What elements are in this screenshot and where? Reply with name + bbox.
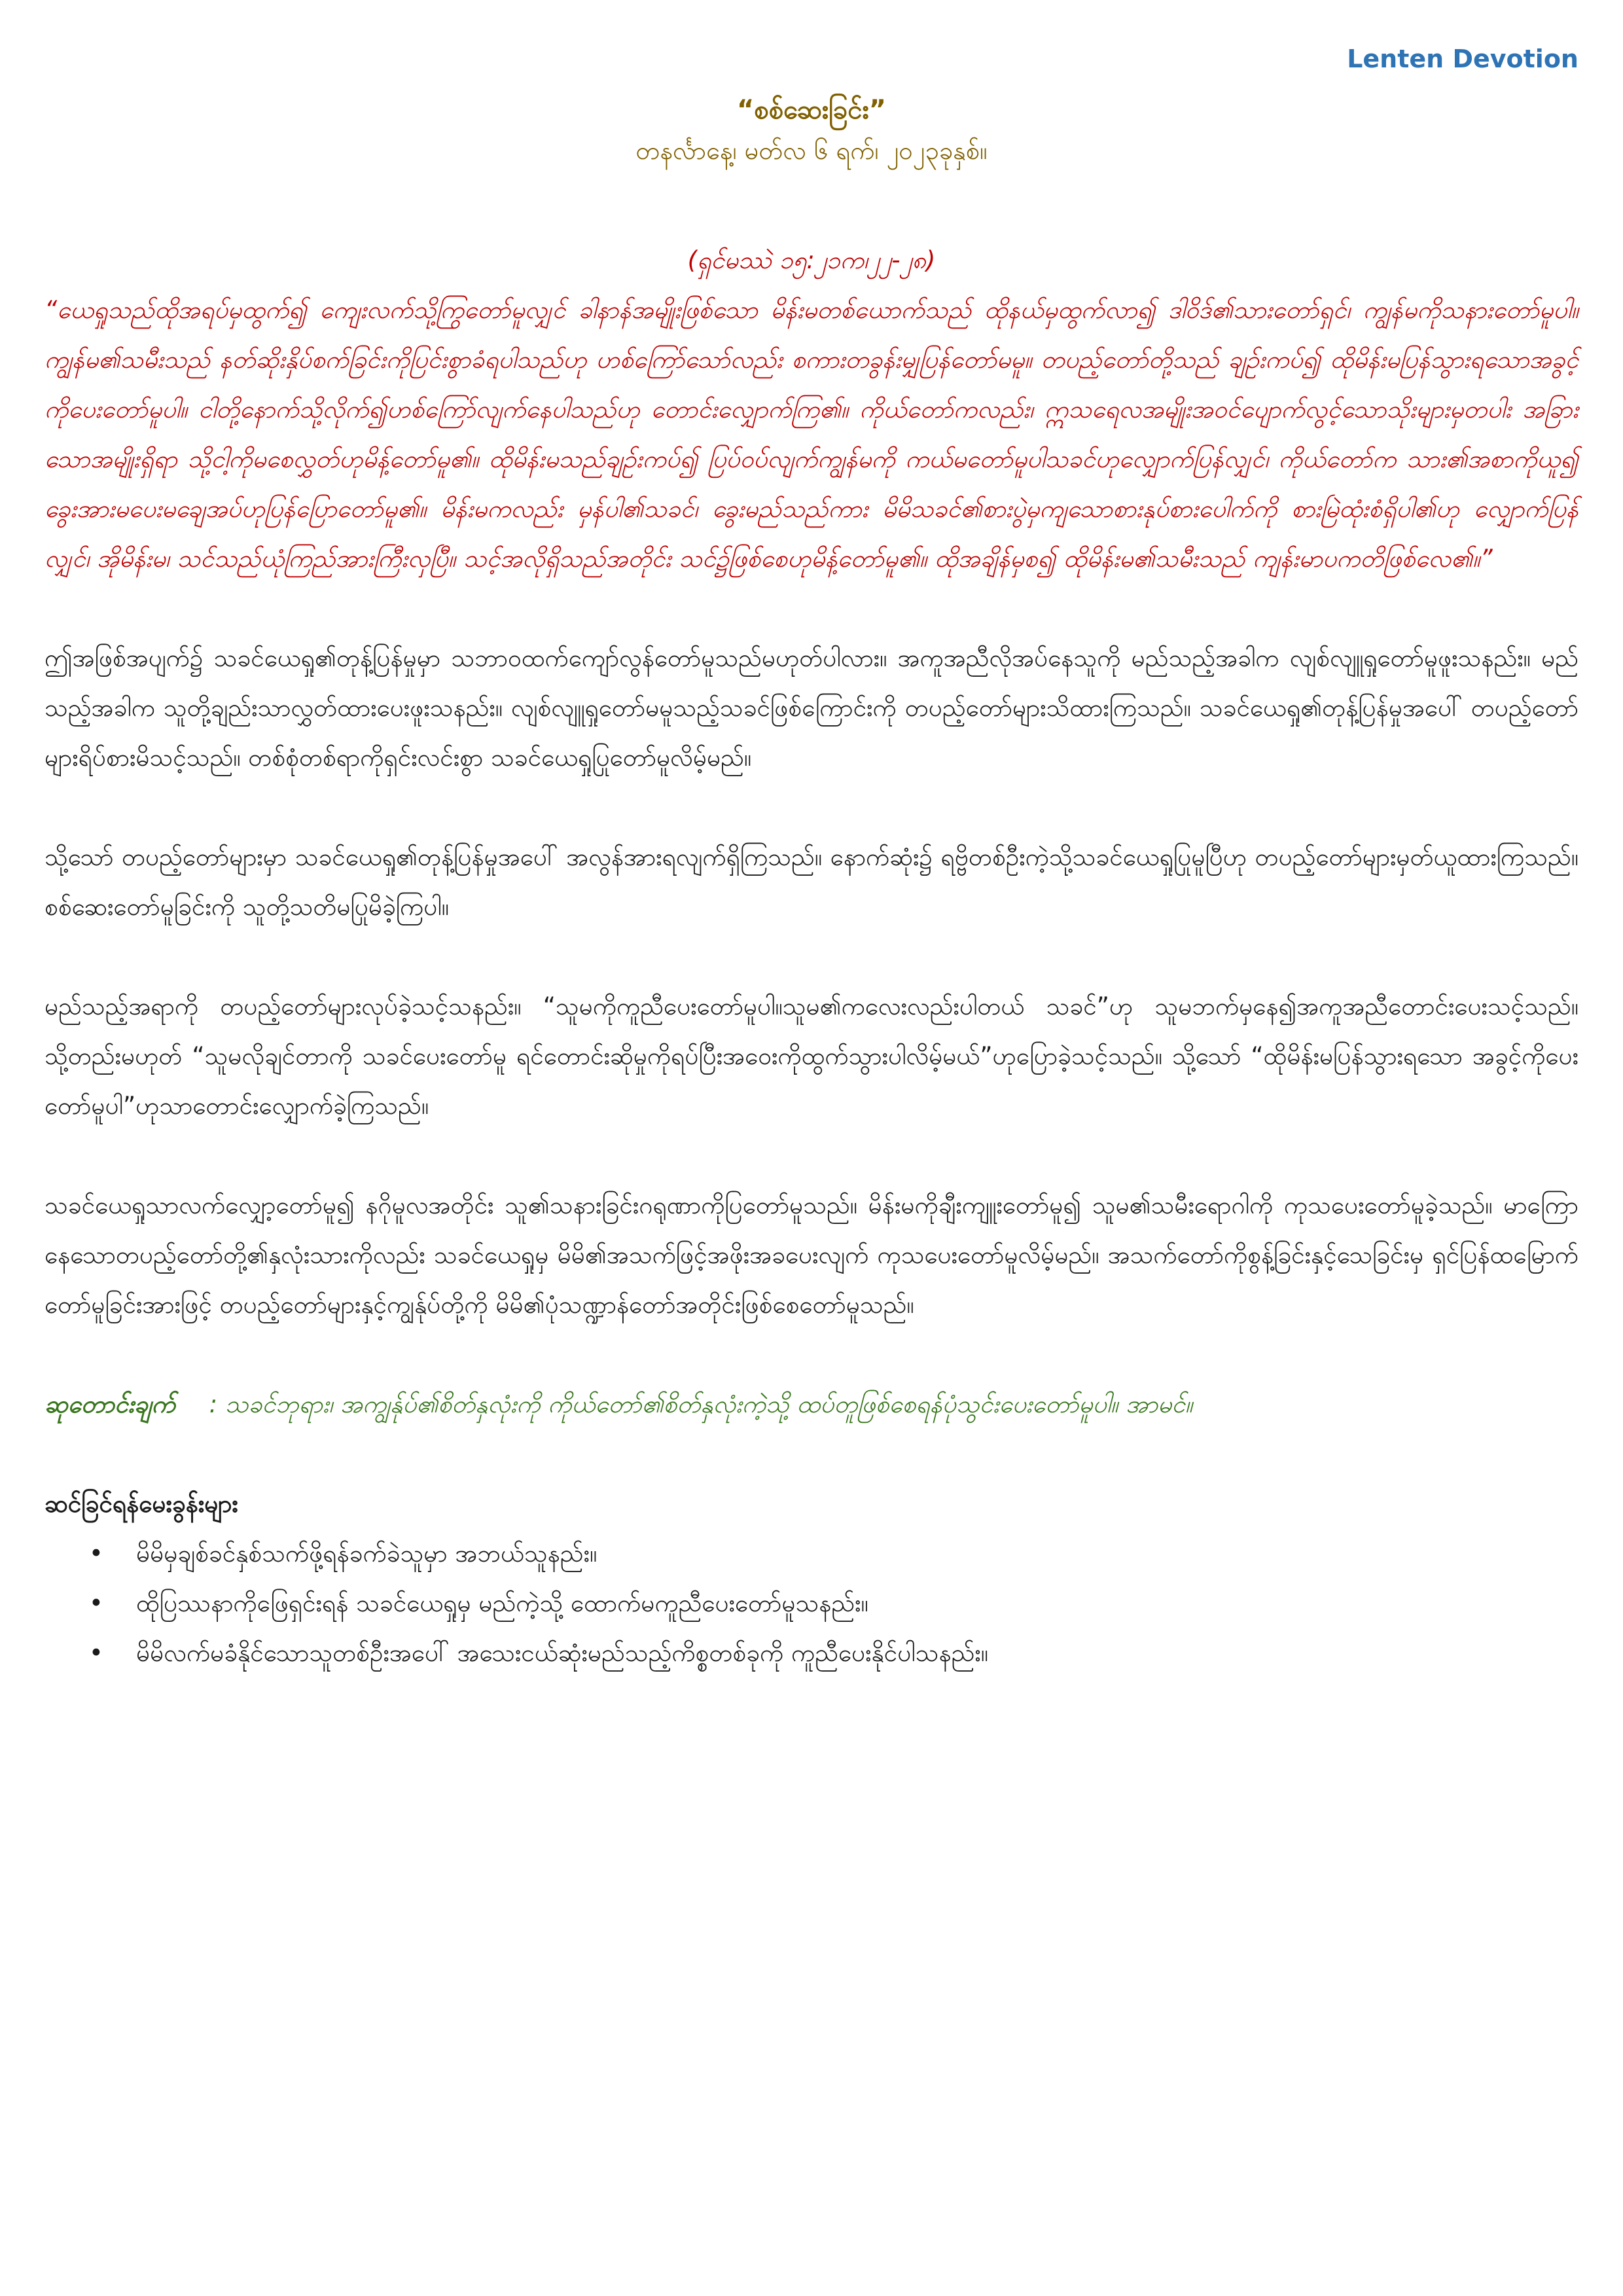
- paragraph-1: ဤအဖြစ်အပျက်၌ သခင်ယေရှု၏တုန့်ပြန်မှုမှာ သဘာဝထက်ကျော်လွန်တော်မူသည်မဟုတ်ပါလား။ အကူအညီလိုအပ်နေသူကို မည်သည့်အခါက လျစ်လျူရှုတော်မူဖူးသနည်း။ မည်သည့်အခါက သူတို့ချည်းသာလွှတ်ထားပေးဖူးသနည်း။ လျစ်လျူရှုတော်မမူသည့်သခင်ဖြစ်ကြောင်းကို တပည့်တော်များသိထားကြသည်။ သခင်ယေရှု၏တုန့်ပြန်မှုအပေါ် တပည့်တော်များရိပ်စားမိသင့်သည်။ တစ်စုံတစ်ရာကိုရှင်းလင်းစွာ သခင်ယေရှုပြုတော်မူလိမ့်မည်။: [45, 644, 1578, 772]
- scripture-passage: “ယေရှုသည်ထိုအရပ်မှထွက်၍ ကျေးလက်သို့ကြွတော်မူလျှင် ခါနာန်အမျိုးဖြစ်သော မိန်းမတစ်ယောက်သည် ထိုနယ်မှထွက်လာ၍ ဒါဝိဒ်၏သားတော်ရှင်၊ ကျွန်မကိုသနားတော်မူပါ။ ကျွန်မ၏သမီးသည် နတ်ဆိုးနှိပ်စက်ခြင်းကိုပြင်းစွာခံရပါသည်ဟု ဟစ်ကြော်သော်လည်း စကားတခွန်းမျှပြန်တော်မမူ။ တပည့်တော်တို့သည် ချဉ်းကပ်၍ ထိုမိန်းမပြန်သွားရသောအခွင့်ကိုပေးတော်မူပါ။ ငါတို့နောက်သို့လိုက်၍ဟစ်ကြော်လျက်နေပါသည်ဟု တောင်းလျှောက်ကြ၏။ ကိုယ်တော်ကလည်း၊ ဣသရေလအမျိုးအဝင်ပျောက်လွင့်သောသိုးများမှတပါး အခြားသောအမျိုးရှိရာ သို့ငါ့ကိုမစေလွှတ်ဟုမိန့်တော်မူ၏။ ထိုမိန်းမသည်ချဉ်းကပ်၍ ပြပ်ဝပ်လျက်ကျွန်မကို ကယ်မတော်မူပါသခင်ဟုလျှောက်ပြန်လျှင်၊ ကိုယ်တော်က သား၏အစာကိုယူ၍ ခွေးအားမပေးမချေအပ်ဟုပြန်ပြောတော်မူ၏။ မိန်းမကလည်း မှန်ပါ၏သခင်၊ ခွေးမည်သည်ကား မိမိသခင်၏စားပွဲမှကျသောစားနုပ်စားပေါက်ကို စားမြဲထုံးစံရှိပါ၏ဟု လျှောက်ပြန်လျှင်၊ အိုမိန်းမ၊ သင်သည်ယုံကြည်အားကြီးလှပြီ။ သင့်အလိုရှိသည်အတိုင်း သင်၌ဖြစ်စေဟုမိန့်တော်မူ၏။ ထိုအချိန်မှစ၍ ထိုမိန်းမ၏သမီးသည် ကျန်းမာပကတိဖြစ်လေ၏။”: [45, 296, 1578, 573]
- devotion-title: “စစ်ဆေးခြင်း”: [736, 95, 887, 125]
- reflection-questions-title: ဆင်ခြင်ရန်မေးခွန်းများ: [45, 1490, 238, 1518]
- list-item: [89, 1628, 1578, 1678]
- question-text: ထိုပြဿနာကိုဖြေရှင်းရန် သခင်ယေရှုမှ မည်ကဲ့သို့ ထောက်မကူညီပေးတော်မူသနည်း။: [136, 1589, 868, 1617]
- devotion-body: [45, 236, 1578, 1678]
- reflection-questions-list: [45, 1529, 1578, 1678]
- bullet-icon: •: [89, 1539, 103, 1568]
- paragraph-4: သခင်ယေရှုသာလက်လျှော့တော်မူ၍ နဂိုမူလအတိုင်း သူ၏သနားခြင်းဂရုဏာကိုပြတော်မူသည်။ မိန်းမကိုချီးကျူးတော်မူ၍ သူမ၏သမီးရောဂါကို ကုသပေးတော်မူခဲ့သည်။ မာကြောနေသောတပည့်တော်တို့၏နှလုံးသားကိုလည်း သခင်ယေရှုမှ မိမိ၏အသက်ဖြင့်အဖိုးအခပေးလျက် ကုသပေးတော်မူလိမ့်မည်။ အသက်တော်ကိုစွန့်ခြင်းနှင့်သေခြင်းမှ ရှင်ပြန်ထမြောက်တော်မူခြင်းအားဖြင့် တပည့်တော်များနှင့်ကျွန်ုပ်တို့ကို မိမိ၏ပုံသဏ္ဍာန်တော်အတိုင်းဖြစ်စေတော်မူသည်။: [45, 1191, 1578, 1319]
- paragraph-3: မည်သည့်အရာကို တပည့်တော်များလုပ်ခဲ့သင့်သနည်း။ “သူမကိုကူညီပေးတော်မူပါ။သူမ၏ကလေးလည်းပါတယ် သခင်”ဟု သူမဘက်မှနေ၍အကူအညီတောင်းပေးသင့်သည်။ သို့တည်းမဟုတ် “သူမလိုချင်တာကို သခင်ပေးတော်မူ ရင်တောင်းဆိုမှုကိုရပ်ပြီးအဝေးကိုထွက်သွားပါလိမ့်မယ်”ဟုပြောခဲ့သင့်သည်။ သို့သော် “ထိုမိန်းမပြန်သွားရသော အခွင့်ကိုပေးတော်မူပါ”ဟုသာတောင်းလျှောက်ခဲ့ကြသည်။: [45, 992, 1578, 1120]
- prayer-label: ဆုတောင်းချက်: [45, 1390, 175, 1418]
- scripture-reference: (ရှင်မဿဲ ၁၅:၂၁က၊၂၂-၂၈): [687, 246, 936, 274]
- list-item: [89, 1579, 1578, 1628]
- question-text: မိမိမှချစ်ခင်နှစ်သက်ဖို့ရန်ခက်ခဲသူမှာ အဘယ်သူနည်း။: [136, 1539, 597, 1568]
- prayer: [45, 1380, 1578, 1429]
- prayer-text: : သခင်ဘုရား၊ အကျွန်ုပ်၏စိတ်နှလုံးကို ကိုယ်တော်၏စိတ်နှလုံးကဲ့သို့ ထပ်တူဖြစ်စေရန်ပုံသွင်းပေးတော်မူပါ။ အာမင်။: [209, 1390, 1193, 1418]
- paragraph-2: သို့သော် တပည့်တော်များမှာ သခင်ယေရှု၏တုန့်ပြန်မှုအပေါ် အလွန်အားရလျက်ရှိကြသည်။ နောက်ဆုံး၌ ရဗ္ဗိတစ်ဦးကဲ့သို့သခင်ယေရှုပြုမူပြီဟု တပည့်တော်များမှတ်ယူထားကြသည်။ စစ်ဆေးတော်မူခြင်းကို သူတို့သတိမပြုမိခဲ့ကြပါ။: [45, 843, 1578, 921]
- lenten-devotion-tag: Lenten Devotion: [1347, 45, 1578, 73]
- list-item: [89, 1529, 1578, 1579]
- bullet-icon: •: [89, 1639, 103, 1667]
- devotion-date: တနင်္လာနေ့၊ မတ်လ ၆ ရက်၊ ၂၀၂၃ခုနှစ်။: [635, 136, 988, 165]
- question-text: မိမိလက်မခံနိုင်သောသူတစ်ဦးအပေါ် အသေးငယ်ဆုံးမည်သည့်ကိစ္စတစ်ခုကို ကူညီပေးနိုင်ပါသနည်း။: [136, 1639, 988, 1667]
- bullet-icon: •: [89, 1589, 103, 1617]
